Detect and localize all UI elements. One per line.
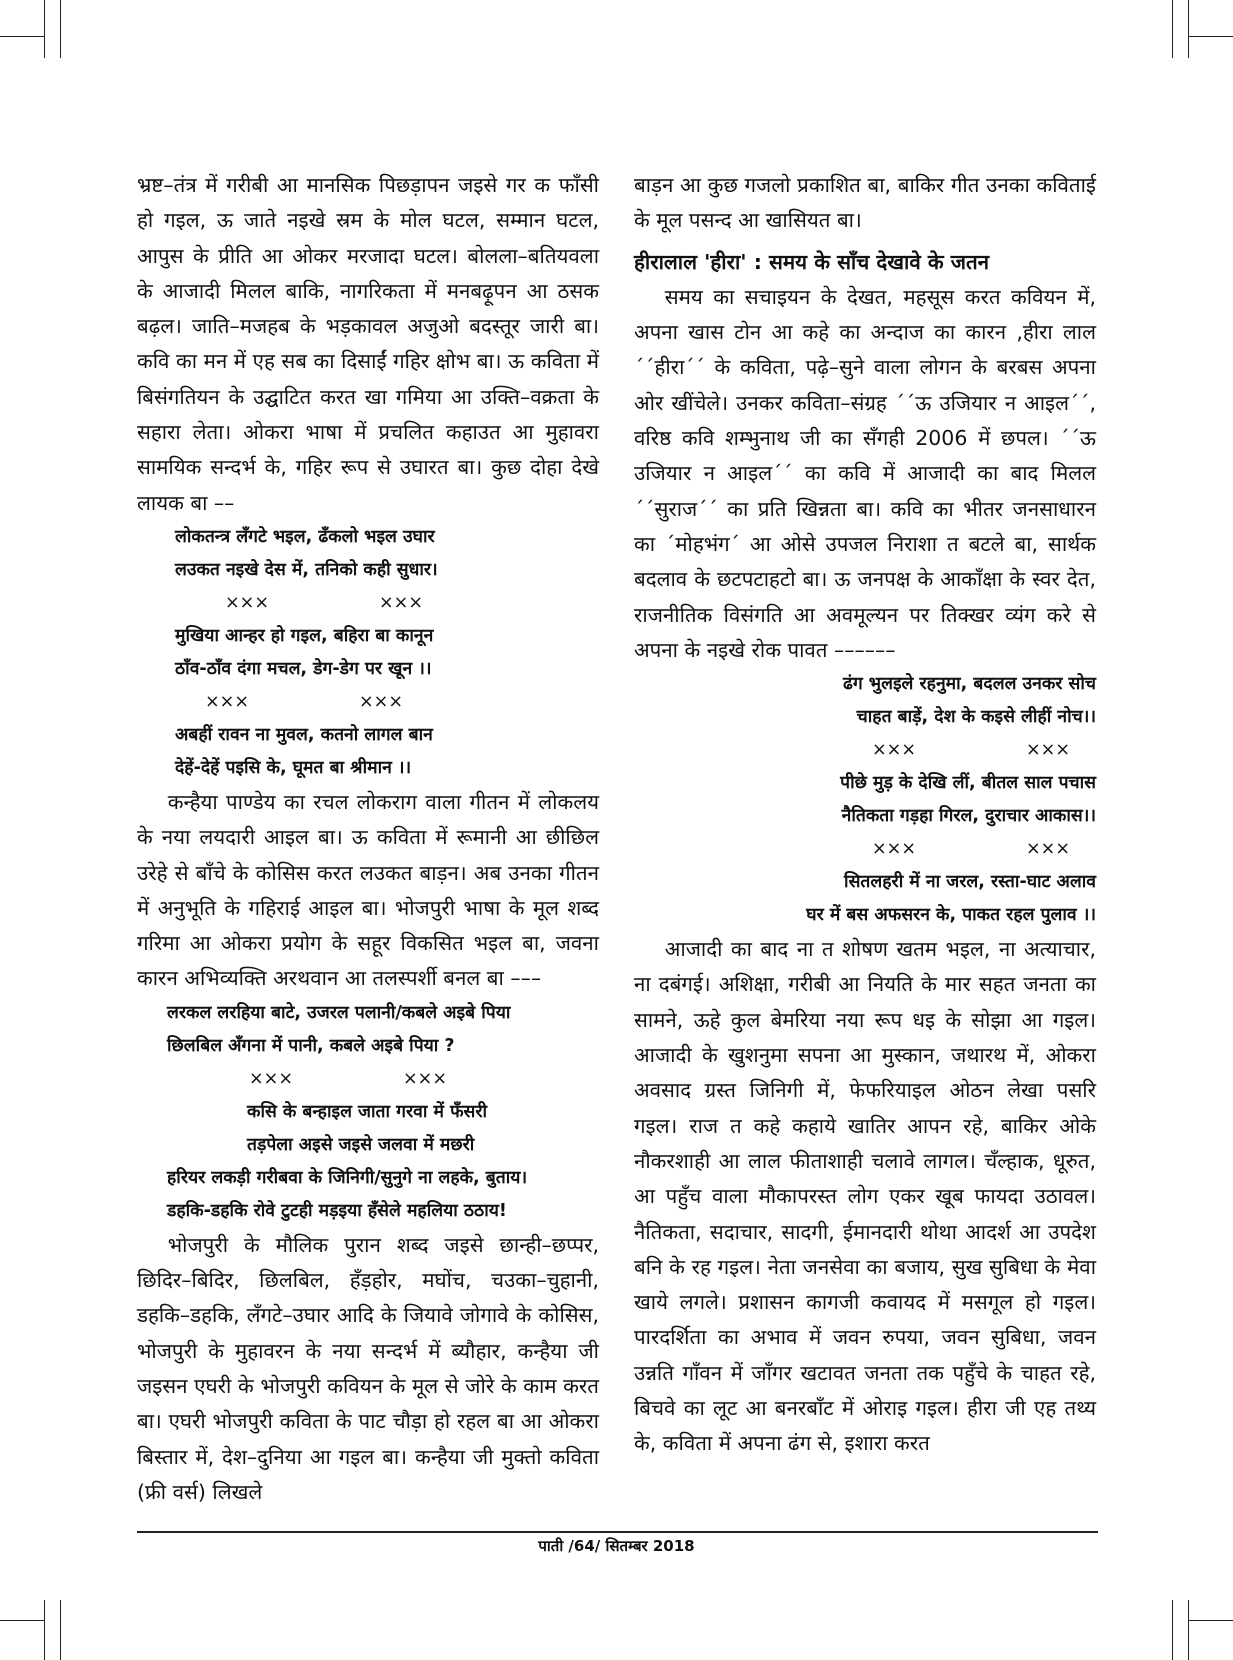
verse-line: डहकि-डहकि रोवे टुटही मड़इया हँसेले महलिया ठठाय!	[167, 1200, 507, 1221]
paragraph: कन्हैया पाण्डेय का रचल लोकराग वाला गीतन में लोकलय के नया लयदारी आइल बा। ऊ कविता में रूमानी आ छीछिल उरेहे से बाँचे के कोसिस करत लउकत बाड़न। अब उनका गीतन में अनुभूति के गहिराई आइल बा। भोजपुरी भाषा के मूल शब्द गरिमा आ ओकरा प्रयोग के सहूर विकसित भइल बा, जवना कारन अभिव्यक्ति अरथवान आ तलस्पर्शी बनल बा –––	[137, 789, 599, 991]
verse-line: हरियर लकड़ी गरीबवा के जिनिगी/सुनुगे ना लहके, बुताय।	[167, 1167, 528, 1188]
verse-line: देहें-देहें पइसि के, घूमत बा श्रीमान ।।	[175, 757, 412, 778]
separator-marks: ××× ×××	[249, 1068, 447, 1089]
crop-mark	[1172, 0, 1173, 58]
verse-line: लउकत नइखे देस में, तनिको कही सुधार।	[175, 559, 438, 580]
crop-mark	[1172, 1600, 1173, 1660]
verse-line: छिलबिल अँगना में पानी, कबले अइबे पिया ?	[167, 1035, 455, 1056]
verse-line: लोकतन्त्र लँगटे भइल, ढँकलो भइल उघार	[175, 526, 435, 547]
verse-line: अबहीं रावन ना मुवल, कतनो लागल बान	[175, 724, 433, 745]
crop-mark	[1189, 1620, 1233, 1621]
verse-block	[137, 997, 599, 1228]
crop-mark	[60, 1600, 61, 1660]
verse-line: ठाँव-ठाँव दंगा मचल, डेग-डेग पर खून ।।	[175, 658, 432, 679]
footer-rule	[137, 1531, 1098, 1533]
separator-marks: ××× ×××	[205, 691, 403, 712]
verse-line: तड़पेला अइसे जइसे जलवा में मछरी	[247, 1134, 475, 1155]
left-column	[137, 168, 599, 1510]
verse-line: घर में बस अफसरन के, पाकत रहल पुलाव ।।	[806, 905, 1096, 926]
page-footer: पाती /64/ सितम्बर 2018	[538, 1537, 695, 1555]
verse-line: लरकल लरहिया बाटे, उजरल पलानी/कबले अइबे पिया	[167, 1002, 511, 1023]
verse-line: कसि के बन्हाइल जाता गरवा में फँसरी	[247, 1101, 488, 1122]
crop-mark	[44, 0, 45, 58]
crop-mark	[0, 36, 44, 37]
paragraph: समय का सचाइयन के देखत, महसूस करत कवियन में, अपना खास टोन आ कहे का अन्दाज का कारन ,हीरा लाल ´´हीरा´´ के कविता, पढ़े–सुने वाला लोगन के बरबस अपना ओर खींचेले। उनकर कविता–संग्रह ´´ऊ उजियार न आइल´´, वरिष्ठ कवि शम्भुनाथ जी का सँगही 2006 में छपल। ´´ऊ उजियार न आइल´´ का कवि में आजादी का बाद मिलल ´´सुराज´´ का प्रति खिन्नता बा। कवि का भीतर जनसाधारन का ´मोहभंग´ आ ओसे उपजल निराशा त बटले बा, सार्थक बदलाव के छटपटाहटो बा। ऊ जनपक्ष के आकाँक्षा के स्वर देत, राजनीतिक विसंगति आ अवमूल्यन पर तिक्खर व्यंग करे से अपना के नइखे रोक पावत ––––––	[634, 284, 1096, 662]
paragraph: भ्रष्ट–तंत्र में गरीबी आ मानसिक पिछड़ापन जइसे गर क फाँसी हो गइल, ऊ जाते नइखे स्रम के मोल घटल, सम्मान घटल, आपुस के प्रीति आ ओकर मरजादा घटल। बोलला–बतियवला के आजादी मिलल बाकि, नागरिकता में मनबढ़ूपन आ ठसक बढ़ल। जाति–मजहब के भड़कावल अजुओ बदस्तूर जारी बा। कवि का मन में एह सब का दिसाईं गहिर क्षोभ बा। ऊ कविता में बिसंगतियन के उद्घाटित करत खा गमिया आ उक्ति–वक्रता के सहारा लेता। ओकरा भाषा में प्रचलित कहाउत आ मुहावरा सामयिक सन्दर्भ के, गहिर रूप से उघारत बा। कुछ दोहा देखे लायक बा ––	[137, 173, 599, 515]
separator-marks: ××× ×××	[872, 839, 1070, 860]
verse-line: पीछे मुड़ के देखि लीं, बीतल साल पचास	[840, 773, 1096, 794]
crop-mark	[1188, 1600, 1189, 1660]
crop-mark	[1188, 0, 1189, 58]
separator-marks: ××× ×××	[872, 740, 1070, 761]
crop-mark	[0, 1620, 44, 1621]
separator-marks: ××× ×××	[225, 592, 423, 613]
paragraph: आजादी का बाद ना त शोषण खतम भइल, ना अत्याचार, ना दबंगई। अशिक्षा, गरीबी आ नियति के मार सहत जनता का सामने, ऊहे कुल बेमरिया नया रूप धइ के सोझा आ गइल। आजादी के खुशनुमा सपना आ मुस्कान, जथारथ में, ओकरा अवसाद ग्रस्त जिनिगी में, फेफरियाइल ओठन लेखा पसरि गइल। राज त कहे कहाये खातिर आपन रहे, बाकिर ओके नौकरशाही आ लाल फीताशाही चलावे लागल। चँल्हाक, धूरुत, आ पहुँच वाला मौकापरस्त लोग एकर खूब फायदा उठावल। नैतिकता, सदाचार, सादगी, ईमानदारी थोथा आदर्श आ उपदेश बनि के रह गइल। नेता जनसेवा का बजाय, सुख सुबिधा के मेवा खाये लगले। प्रशासन कागजी कवायद में मसगूल हो गइल। पारदर्शिता का अभाव में जवन रुपया, जवन सुबिधा, जवन उन्नति गाँवन में जाँगर खटावत जनता तक पहुँचे के चाहत रहे, बिचवे का लूट आ बनरबाँट में ओराइ गइल। हीरा जी एह तथ्य के, कविता में अपना ढंग से, इशारा करत	[634, 937, 1096, 1456]
verse-line: नैतिकता गड़हा गिरल, दुराचार आकास।।	[841, 806, 1096, 827]
crop-mark	[1189, 36, 1233, 37]
right-column	[634, 168, 1096, 1462]
section-heading: हीरालाल 'हीरा' : समय के साँच देखावे के जतन	[634, 249, 990, 274]
verse-block	[634, 668, 1096, 932]
crop-mark	[60, 0, 61, 58]
verse-line: ढंग भुलइले रहनुमा, बदलल उनकर सोच	[843, 674, 1096, 695]
verse-line: चाहत बाड़ें, देश के कइसे लीहीं नोच।।	[856, 707, 1096, 728]
paragraph: भोजपुरी के मौलिक पुरान शब्द जइसे छान्ही–छप्पर, छिदिर–बिदिर, छिलबिल, हँड़होर, मघोंच, चउका–चुहानी, डहकि–डहकि, लँगटे–उघार आदि के जियावे जोगावे के कोसिस, भोजपुरी के मुहावरन के नया सन्दर्भ में ब्यौहार, कन्हैया जी जइसन एघरी के भोजपुरी कवियन के मूल से जोरे के काम करत बा। एघरी भोजपुरी कविता के पाट चौड़ा हो रहल बा आ ओकरा बिस्तार में, देश–दुनिया आ गइल बा। कन्हैया जी मुक्तो कविता (फ्री वर्स) लिखले	[137, 1232, 599, 1504]
paragraph: बाड़न आ कुछ गजलो प्रकाशित बा, बाकिर गीत उनका कविताई के मूल पसन्द आ खासियत बा।	[634, 173, 1096, 233]
verse-block	[137, 521, 599, 785]
verse-line: मुखिया आन्हर हो गइल, बहिरा बा कानून	[175, 625, 434, 646]
crop-mark	[44, 1600, 45, 1660]
verse-line: सितलहरी में ना जरल, रस्ता-घाट अलाव	[844, 872, 1096, 893]
